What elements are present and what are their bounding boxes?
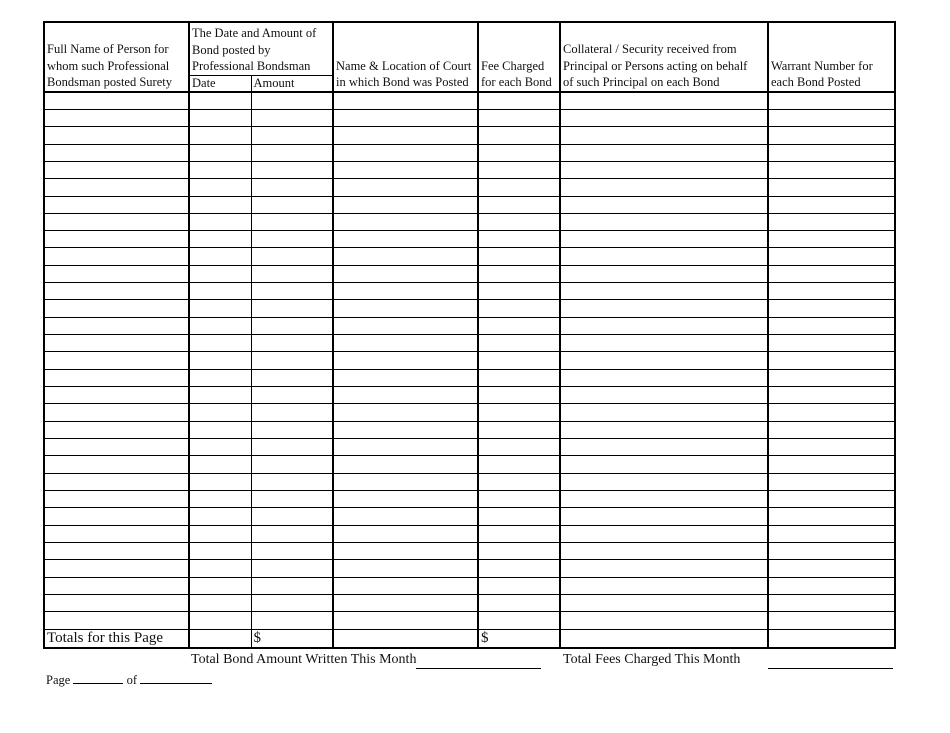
court-cell[interactable] xyxy=(333,577,478,594)
table-row xyxy=(44,283,895,300)
date-cell[interactable] xyxy=(189,543,251,560)
fee-cell[interactable] xyxy=(478,335,560,352)
court-cell[interactable] xyxy=(333,595,478,612)
warrant-cell[interactable] xyxy=(768,144,895,161)
fee-cell[interactable] xyxy=(478,439,560,456)
table-row xyxy=(44,439,895,456)
name-cell[interactable] xyxy=(44,109,189,126)
header-full-name: Full Name of Person for whom such Professional Bondsman posted Surety xyxy=(44,22,189,92)
warrant-cell[interactable] xyxy=(768,179,895,196)
totals-date-cell[interactable] xyxy=(189,630,251,649)
court-cell[interactable] xyxy=(333,265,478,282)
amount-cell[interactable] xyxy=(251,196,333,213)
court-cell[interactable] xyxy=(333,525,478,542)
header-date: Date xyxy=(189,75,251,92)
name-cell[interactable] xyxy=(44,144,189,161)
date-cell[interactable] xyxy=(189,404,251,421)
table-row xyxy=(44,213,895,230)
table-row xyxy=(44,109,895,126)
table-row xyxy=(44,231,895,248)
table-row xyxy=(44,317,895,334)
warrant-cell[interactable] xyxy=(768,404,895,421)
table-row xyxy=(44,352,895,369)
court-cell[interactable] xyxy=(333,127,478,144)
name-cell[interactable] xyxy=(44,248,189,265)
court-cell[interactable] xyxy=(333,161,478,178)
table-row xyxy=(44,92,895,110)
date-cell[interactable] xyxy=(189,265,251,282)
total-bond-label: Total Bond Amount Written This Month xyxy=(191,652,417,667)
warrant-cell[interactable] xyxy=(768,109,895,126)
amount-cell[interactable] xyxy=(251,404,333,421)
collateral-cell[interactable] xyxy=(560,317,768,334)
collateral-cell[interactable] xyxy=(560,404,768,421)
warrant-cell[interactable] xyxy=(768,473,895,490)
name-cell[interactable] xyxy=(44,92,189,110)
date-cell[interactable] xyxy=(189,387,251,404)
collateral-cell[interactable] xyxy=(560,92,768,110)
date-cell[interactable] xyxy=(189,577,251,594)
fee-cell[interactable] xyxy=(478,109,560,126)
fee-cell[interactable] xyxy=(478,300,560,317)
table-row xyxy=(44,543,895,560)
court-cell[interactable] xyxy=(333,473,478,490)
table-row xyxy=(44,300,895,317)
date-cell[interactable] xyxy=(189,283,251,300)
table-row xyxy=(44,179,895,196)
warrant-cell[interactable] xyxy=(768,560,895,577)
collateral-cell[interactable] xyxy=(560,491,768,508)
amount-cell[interactable] xyxy=(251,213,333,230)
bond-report-table xyxy=(43,21,896,649)
court-cell[interactable] xyxy=(333,179,478,196)
court-cell[interactable] xyxy=(333,421,478,438)
date-cell[interactable] xyxy=(189,213,251,230)
table-row xyxy=(44,265,895,282)
table-row xyxy=(44,335,895,352)
amount-cell[interactable] xyxy=(251,543,333,560)
collateral-cell[interactable] xyxy=(560,161,768,178)
amount-cell[interactable] xyxy=(251,612,333,630)
table-row xyxy=(44,127,895,144)
date-cell[interactable] xyxy=(189,612,251,630)
name-cell[interactable] xyxy=(44,196,189,213)
name-cell[interactable] xyxy=(44,387,189,404)
fee-cell[interactable] xyxy=(478,283,560,300)
date-cell[interactable] xyxy=(189,439,251,456)
totals-warrant-cell[interactable] xyxy=(768,630,895,649)
collateral-cell[interactable] xyxy=(560,283,768,300)
court-cell[interactable] xyxy=(333,387,478,404)
amount-cell[interactable] xyxy=(251,161,333,178)
name-cell[interactable] xyxy=(44,439,189,456)
amount-cell[interactable] xyxy=(251,525,333,542)
total-bond-line[interactable] xyxy=(416,668,541,669)
court-cell[interactable] xyxy=(333,439,478,456)
fee-cell[interactable] xyxy=(478,525,560,542)
amount-cell[interactable] xyxy=(251,109,333,126)
name-cell[interactable] xyxy=(44,179,189,196)
court-cell[interactable] xyxy=(333,456,478,473)
of-label: of xyxy=(126,673,137,687)
date-cell[interactable] xyxy=(189,456,251,473)
date-cell[interactable] xyxy=(189,508,251,525)
header-court: Name & Location of Court in which Bond was Posted xyxy=(333,22,478,92)
table-row xyxy=(44,144,895,161)
date-cell[interactable] xyxy=(189,421,251,438)
collateral-cell[interactable] xyxy=(560,300,768,317)
fee-cell[interactable] xyxy=(478,612,560,630)
collateral-cell[interactable] xyxy=(560,369,768,386)
fee-cell[interactable] xyxy=(478,456,560,473)
table-row xyxy=(44,248,895,265)
warrant-cell[interactable] xyxy=(768,595,895,612)
date-cell[interactable] xyxy=(189,560,251,577)
collateral-cell[interactable] xyxy=(560,109,768,126)
court-cell[interactable] xyxy=(333,144,478,161)
table-row xyxy=(44,161,895,178)
totals-row xyxy=(44,630,895,649)
totals-court-cell[interactable] xyxy=(333,630,478,649)
fee-cell[interactable] xyxy=(478,213,560,230)
amount-cell[interactable] xyxy=(251,508,333,525)
collateral-cell[interactable] xyxy=(560,335,768,352)
fee-cell[interactable] xyxy=(478,473,560,490)
header-fee: Fee Charged for each Bond xyxy=(478,22,560,92)
collateral-cell[interactable] xyxy=(560,473,768,490)
warrant-cell[interactable] xyxy=(768,525,895,542)
name-cell[interactable] xyxy=(44,231,189,248)
name-cell[interactable] xyxy=(44,335,189,352)
amount-cell[interactable] xyxy=(251,387,333,404)
amount-cell[interactable] xyxy=(251,595,333,612)
warrant-cell[interactable] xyxy=(768,577,895,594)
fee-cell[interactable] xyxy=(478,404,560,421)
date-cell[interactable] xyxy=(189,161,251,178)
amount-cell[interactable] xyxy=(251,439,333,456)
court-cell[interactable] xyxy=(333,404,478,421)
fee-cell[interactable] xyxy=(478,92,560,110)
name-cell[interactable] xyxy=(44,473,189,490)
court-cell[interactable] xyxy=(333,283,478,300)
amount-cell[interactable] xyxy=(251,491,333,508)
table-row xyxy=(44,404,895,421)
fee-cell[interactable] xyxy=(478,144,560,161)
date-cell[interactable] xyxy=(189,196,251,213)
date-cell[interactable] xyxy=(189,179,251,196)
fee-cell[interactable] xyxy=(478,560,560,577)
name-cell[interactable] xyxy=(44,161,189,178)
collateral-cell[interactable] xyxy=(560,144,768,161)
amount-cell[interactable] xyxy=(251,317,333,334)
name-cell[interactable] xyxy=(44,612,189,630)
warrant-cell[interactable] xyxy=(768,352,895,369)
header-collateral: Collateral / Security received from Principal or Persons acting on behalf of such Principal on each Bond xyxy=(560,22,768,92)
amount-cell[interactable] xyxy=(251,283,333,300)
court-cell[interactable] xyxy=(333,508,478,525)
collateral-cell[interactable] xyxy=(560,352,768,369)
total-fees-label: Total Fees Charged This Month xyxy=(563,652,741,667)
collateral-cell[interactable] xyxy=(560,196,768,213)
court-cell[interactable] xyxy=(333,335,478,352)
warrant-cell[interactable] xyxy=(768,196,895,213)
table-row xyxy=(44,456,895,473)
name-cell[interactable] xyxy=(44,525,189,542)
warrant-cell[interactable] xyxy=(768,300,895,317)
collateral-cell[interactable] xyxy=(560,248,768,265)
date-cell[interactable] xyxy=(189,473,251,490)
table-row xyxy=(44,560,895,577)
amount-cell[interactable] xyxy=(251,127,333,144)
collateral-cell[interactable] xyxy=(560,179,768,196)
warrant-cell[interactable] xyxy=(768,491,895,508)
header-warrant: Warrant Number for each Bond Posted xyxy=(768,22,895,92)
warrant-cell[interactable] xyxy=(768,213,895,230)
collateral-cell[interactable] xyxy=(560,265,768,282)
fee-cell[interactable] xyxy=(478,595,560,612)
fee-cell[interactable] xyxy=(478,179,560,196)
court-cell[interactable] xyxy=(333,231,478,248)
table-row xyxy=(44,491,895,508)
table-row xyxy=(44,577,895,594)
court-cell[interactable] xyxy=(333,352,478,369)
name-cell[interactable] xyxy=(44,508,189,525)
collateral-cell[interactable] xyxy=(560,543,768,560)
warrant-cell[interactable] xyxy=(768,387,895,404)
warrant-cell[interactable] xyxy=(768,283,895,300)
amount-cell[interactable] xyxy=(251,144,333,161)
fee-cell[interactable] xyxy=(478,508,560,525)
amount-cell[interactable] xyxy=(251,248,333,265)
date-cell[interactable] xyxy=(189,231,251,248)
table-row xyxy=(44,369,895,386)
fee-cell[interactable] xyxy=(478,577,560,594)
date-cell[interactable] xyxy=(189,335,251,352)
fee-cell[interactable] xyxy=(478,317,560,334)
name-cell[interactable] xyxy=(44,404,189,421)
court-cell[interactable] xyxy=(333,560,478,577)
name-cell[interactable] xyxy=(44,560,189,577)
fee-cell[interactable] xyxy=(478,491,560,508)
header-amount: Amount xyxy=(251,75,333,92)
name-cell[interactable] xyxy=(44,213,189,230)
table-row xyxy=(44,508,895,525)
collateral-cell[interactable] xyxy=(560,525,768,542)
amount-cell[interactable] xyxy=(251,265,333,282)
fee-cell[interactable] xyxy=(478,421,560,438)
date-cell[interactable] xyxy=(189,92,251,110)
warrant-cell[interactable] xyxy=(768,369,895,386)
fee-cell[interactable] xyxy=(478,543,560,560)
totals-fee-cell[interactable]: $ xyxy=(478,630,560,649)
date-cell[interactable] xyxy=(189,525,251,542)
court-cell[interactable] xyxy=(333,196,478,213)
warrant-cell[interactable] xyxy=(768,265,895,282)
court-cell[interactable] xyxy=(333,213,478,230)
amount-cell[interactable] xyxy=(251,421,333,438)
amount-cell[interactable] xyxy=(251,179,333,196)
totals-amount-cell[interactable]: $ xyxy=(251,630,333,649)
collateral-cell[interactable] xyxy=(560,612,768,630)
warrant-cell[interactable] xyxy=(768,161,895,178)
totals-label: Totals for this Page xyxy=(44,630,189,649)
data-rows xyxy=(44,92,895,630)
warrant-cell[interactable] xyxy=(768,508,895,525)
court-cell[interactable] xyxy=(333,300,478,317)
date-cell[interactable] xyxy=(189,109,251,126)
name-cell[interactable] xyxy=(44,352,189,369)
name-cell[interactable] xyxy=(44,317,189,334)
name-cell[interactable] xyxy=(44,369,189,386)
amount-cell[interactable] xyxy=(251,335,333,352)
fee-cell[interactable] xyxy=(478,231,560,248)
court-cell[interactable] xyxy=(333,109,478,126)
amount-cell[interactable] xyxy=(251,560,333,577)
court-cell[interactable] xyxy=(333,543,478,560)
amount-cell[interactable] xyxy=(251,577,333,594)
date-cell[interactable] xyxy=(189,127,251,144)
court-cell[interactable] xyxy=(333,612,478,630)
name-cell[interactable] xyxy=(44,595,189,612)
name-cell[interactable] xyxy=(44,283,189,300)
warrant-cell[interactable] xyxy=(768,612,895,630)
fee-cell[interactable] xyxy=(478,387,560,404)
fee-cell[interactable] xyxy=(478,248,560,265)
date-cell[interactable] xyxy=(189,248,251,265)
collateral-cell[interactable] xyxy=(560,577,768,594)
amount-cell[interactable] xyxy=(251,92,333,110)
amount-cell[interactable] xyxy=(251,456,333,473)
date-cell[interactable] xyxy=(189,491,251,508)
page-number-blank[interactable] xyxy=(73,671,123,684)
court-cell[interactable] xyxy=(333,248,478,265)
name-cell[interactable] xyxy=(44,265,189,282)
amount-cell[interactable] xyxy=(251,369,333,386)
name-cell[interactable] xyxy=(44,491,189,508)
date-cell[interactable] xyxy=(189,300,251,317)
collateral-cell[interactable] xyxy=(560,387,768,404)
table-row xyxy=(44,525,895,542)
warrant-cell[interactable] xyxy=(768,439,895,456)
amount-cell[interactable] xyxy=(251,473,333,490)
page-counter xyxy=(46,671,212,688)
name-cell[interactable] xyxy=(44,543,189,560)
name-cell[interactable] xyxy=(44,421,189,438)
fee-cell[interactable] xyxy=(478,265,560,282)
date-cell[interactable] xyxy=(189,595,251,612)
collateral-cell[interactable] xyxy=(560,456,768,473)
fee-cell[interactable] xyxy=(478,352,560,369)
warrant-cell[interactable] xyxy=(768,92,895,110)
warrant-cell[interactable] xyxy=(768,335,895,352)
warrant-cell[interactable] xyxy=(768,543,895,560)
table-row xyxy=(44,196,895,213)
fee-cell[interactable] xyxy=(478,127,560,144)
table-row xyxy=(44,612,895,630)
date-cell[interactable] xyxy=(189,352,251,369)
warrant-cell[interactable] xyxy=(768,317,895,334)
collateral-cell[interactable] xyxy=(560,421,768,438)
warrant-cell[interactable] xyxy=(768,127,895,144)
warrant-cell[interactable] xyxy=(768,456,895,473)
date-cell[interactable] xyxy=(189,317,251,334)
collateral-cell[interactable] xyxy=(560,231,768,248)
collateral-cell[interactable] xyxy=(560,508,768,525)
collateral-cell[interactable] xyxy=(560,213,768,230)
collateral-cell[interactable] xyxy=(560,127,768,144)
fee-cell[interactable] xyxy=(478,196,560,213)
page-total-blank[interactable] xyxy=(140,671,212,684)
collateral-cell[interactable] xyxy=(560,439,768,456)
table-row xyxy=(44,595,895,612)
amount-cell[interactable] xyxy=(251,231,333,248)
table-row xyxy=(44,387,895,404)
name-cell[interactable] xyxy=(44,300,189,317)
amount-cell[interactable] xyxy=(251,352,333,369)
collateral-cell[interactable] xyxy=(560,595,768,612)
name-cell[interactable] xyxy=(44,456,189,473)
header-date-amount: The Date and Amount of Bond posted by Professional Bondsman xyxy=(189,22,333,75)
collateral-cell[interactable] xyxy=(560,560,768,577)
amount-cell[interactable] xyxy=(251,300,333,317)
date-cell[interactable] xyxy=(189,369,251,386)
court-cell[interactable] xyxy=(333,92,478,110)
name-cell[interactable] xyxy=(44,577,189,594)
totals-collateral-cell[interactable] xyxy=(560,630,768,649)
court-cell[interactable] xyxy=(333,369,478,386)
name-cell[interactable] xyxy=(44,127,189,144)
table-row xyxy=(44,421,895,438)
fee-cell[interactable] xyxy=(478,369,560,386)
total-fees-line[interactable] xyxy=(768,668,893,669)
page-label: Page xyxy=(46,673,71,687)
fee-cell[interactable] xyxy=(478,161,560,178)
warrant-cell[interactable] xyxy=(768,231,895,248)
warrant-cell[interactable] xyxy=(768,248,895,265)
table-row xyxy=(44,473,895,490)
court-cell[interactable] xyxy=(333,491,478,508)
date-cell[interactable] xyxy=(189,144,251,161)
warrant-cell[interactable] xyxy=(768,421,895,438)
court-cell[interactable] xyxy=(333,317,478,334)
